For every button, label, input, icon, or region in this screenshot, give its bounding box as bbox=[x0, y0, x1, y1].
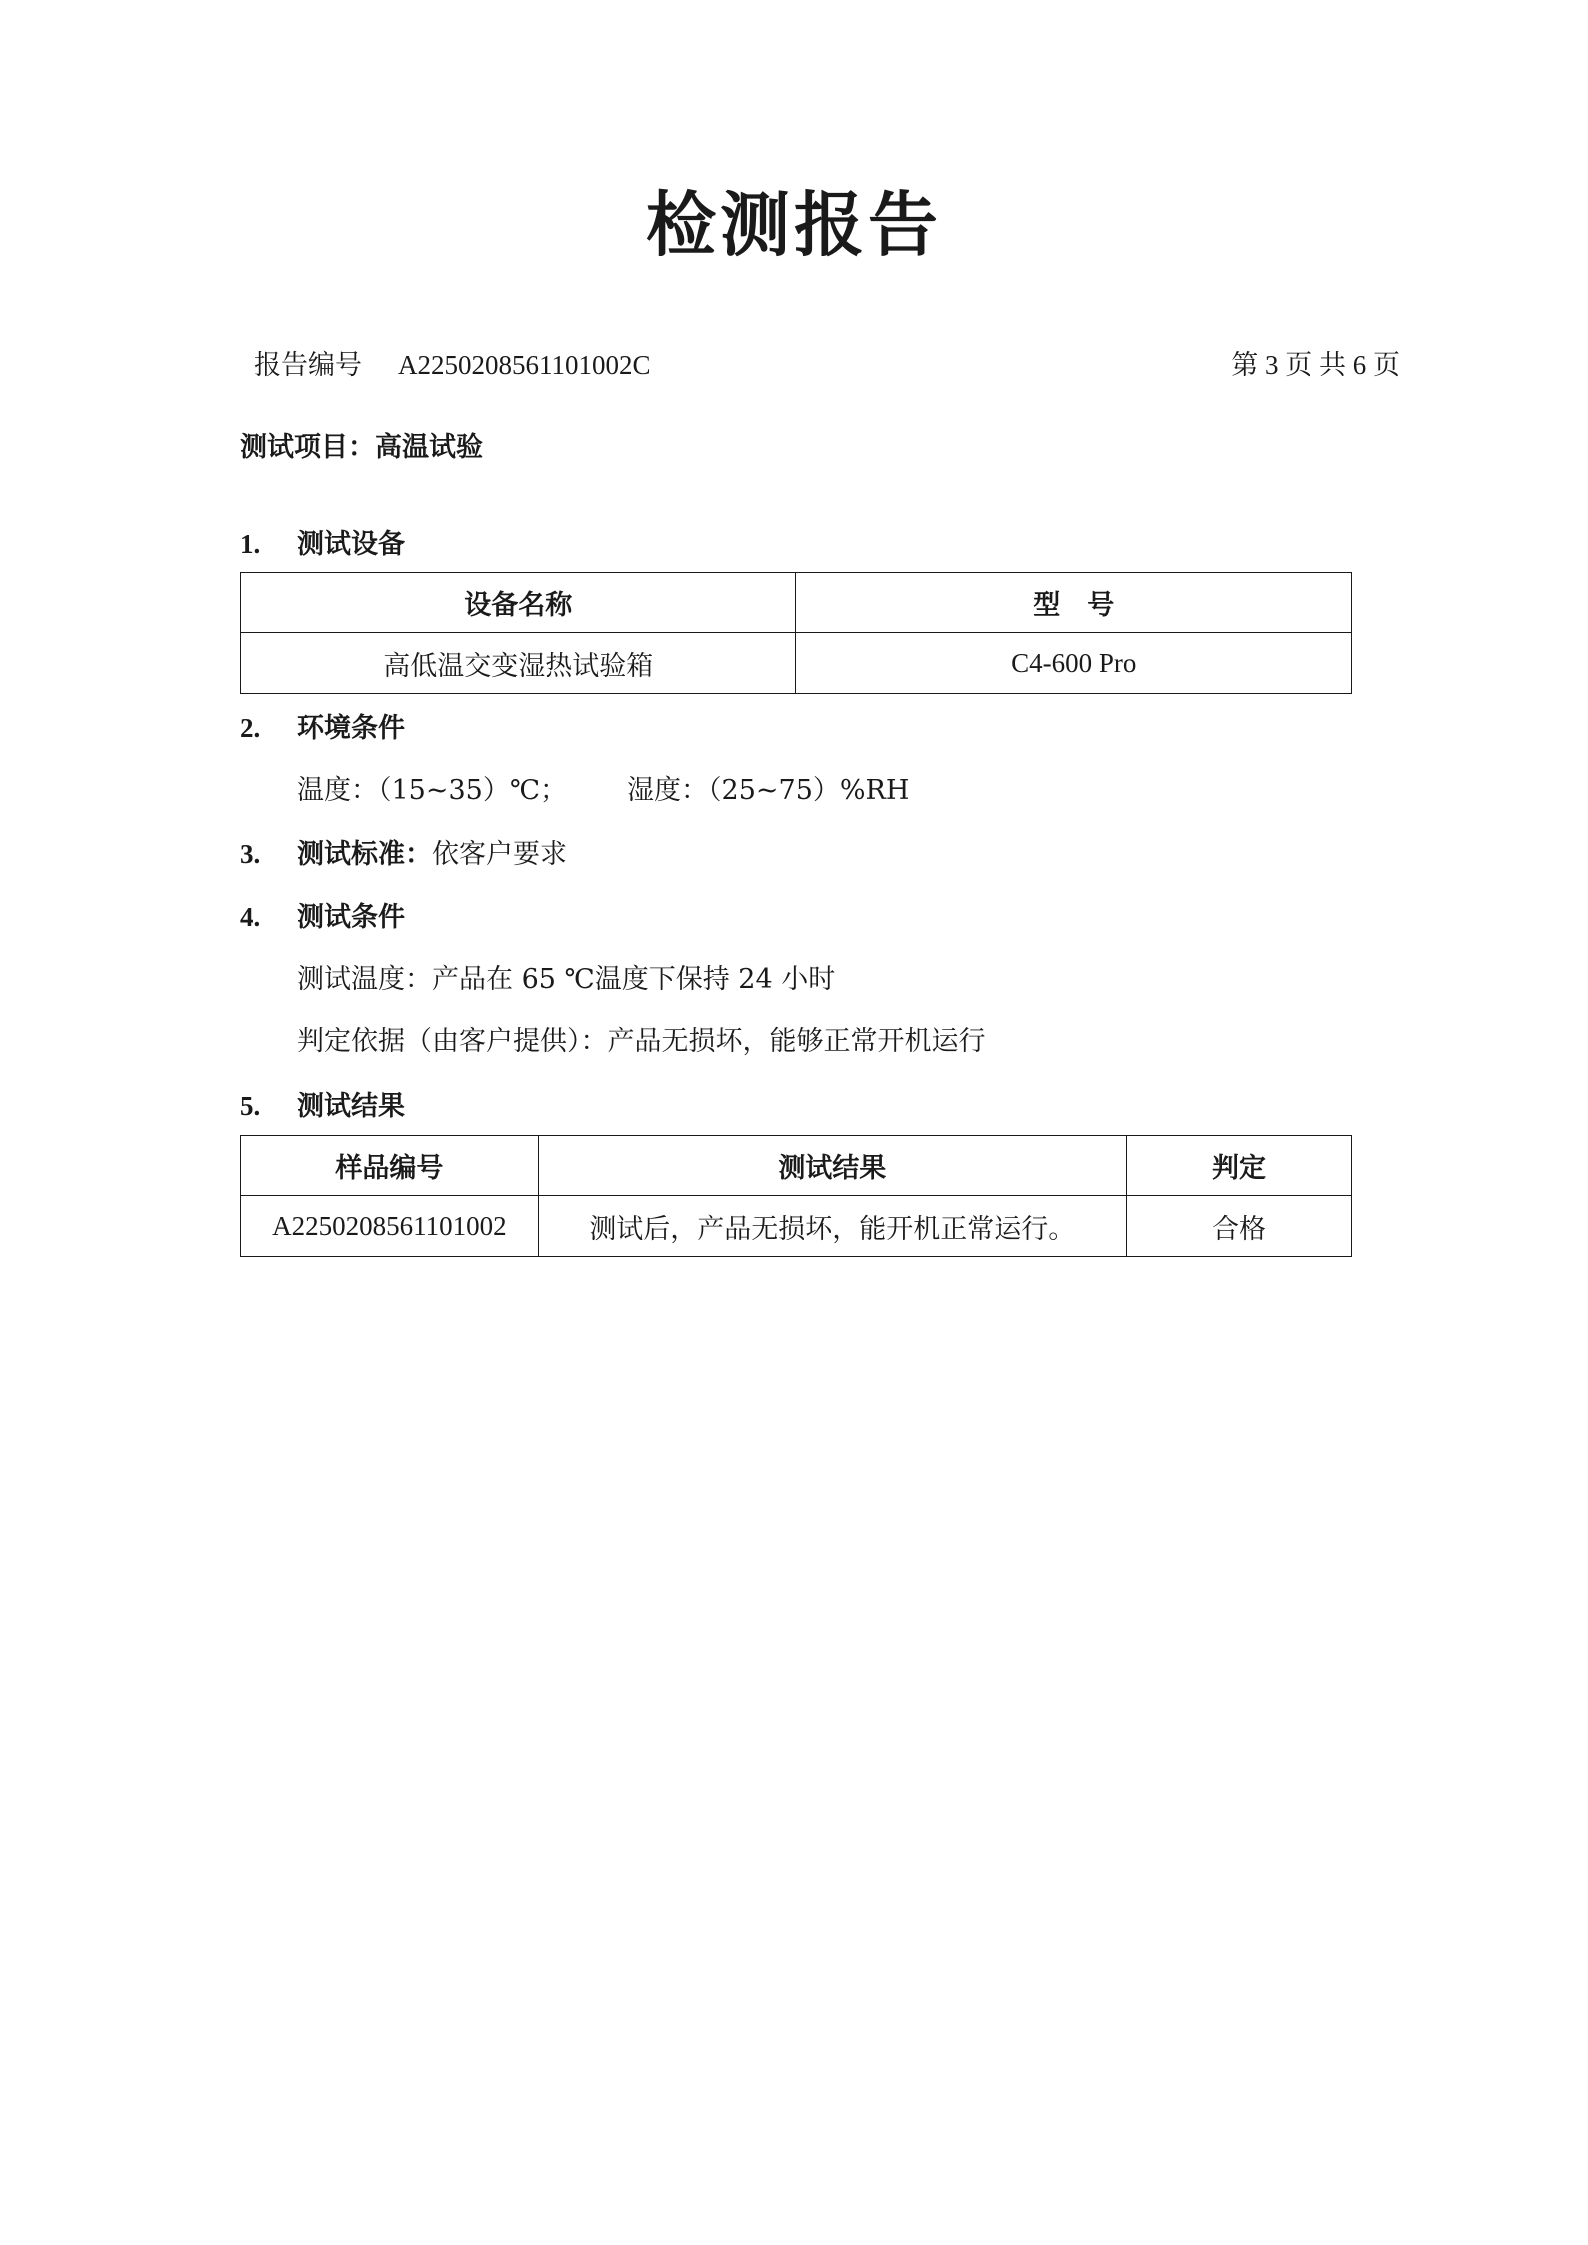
sample-number-cell: A2250208561101002 bbox=[241, 1196, 539, 1257]
section-2-number: 2. bbox=[240, 713, 261, 743]
test-result-cell: 测试后，产品无损坏，能开机正常运行。 bbox=[538, 1196, 1126, 1257]
section-4-title: 测试条件 bbox=[297, 902, 405, 933]
result-table-header bbox=[241, 1136, 1352, 1196]
section-3-title: 测试标准： bbox=[297, 839, 432, 870]
equipment-table-header bbox=[241, 573, 1352, 633]
section-2-title: 环境条件 bbox=[297, 713, 405, 744]
section-1-number: 1. bbox=[240, 529, 261, 559]
section-1-title: 测试设备 bbox=[297, 529, 405, 560]
equipment-model-header: 型 号 bbox=[796, 573, 1352, 633]
test-result-header: 测试结果 bbox=[538, 1136, 1126, 1196]
sample-number-header: 样品编号 bbox=[241, 1136, 539, 1196]
section-4-number: 4. bbox=[240, 902, 261, 932]
equipment-model-cell: C4-600 Pro bbox=[796, 633, 1352, 694]
section-4-heading bbox=[240, 897, 405, 938]
page-info-text: 第 3 页 共 6 页 bbox=[1231, 350, 1400, 380]
section-2-heading bbox=[240, 708, 405, 749]
environment-humidity: 湿度：（25~75）%RH bbox=[627, 775, 910, 806]
section-5-heading bbox=[240, 1086, 405, 1127]
result-table bbox=[240, 1135, 1352, 1257]
page-info bbox=[1231, 345, 1400, 386]
section-3-heading bbox=[240, 834, 567, 875]
judgment-cell: 合格 bbox=[1126, 1196, 1351, 1257]
report-number-value: A2250208561101002C bbox=[398, 350, 651, 380]
section-3-number: 3. bbox=[240, 839, 261, 869]
equipment-table bbox=[240, 572, 1352, 694]
report-number bbox=[254, 345, 651, 386]
test-project bbox=[240, 428, 483, 468]
judgment-header: 判定 bbox=[1126, 1136, 1351, 1196]
section-5-number: 5. bbox=[240, 1091, 261, 1121]
equipment-name-cell: 高低温交变湿热试验箱 bbox=[241, 633, 796, 694]
judgment-basis-line: 判定依据（由客户提供）：产品无损坏，能够正常开机运行 bbox=[297, 1026, 986, 1057]
table-row bbox=[241, 1196, 1352, 1257]
table-row bbox=[241, 633, 1352, 694]
section-1-heading bbox=[240, 524, 405, 565]
test-project-value: 高温试验 bbox=[375, 432, 483, 463]
environment-conditions bbox=[297, 771, 909, 811]
test-temperature-line: 测试温度：产品在 65 ℃温度下保持 24 小时 bbox=[297, 964, 836, 995]
equipment-name-header: 设备名称 bbox=[241, 573, 796, 633]
section-5-title: 测试结果 bbox=[297, 1091, 405, 1122]
report-number-label: 报告编号 bbox=[254, 350, 362, 381]
environment-temperature: 温度：（15~35）℃； bbox=[297, 775, 568, 806]
report-meta-row bbox=[254, 345, 1400, 385]
test-project-label: 测试项目： bbox=[240, 432, 375, 463]
test-standard-value: 依客户要求 bbox=[432, 839, 567, 870]
report-title: 检测报告 bbox=[646, 183, 942, 266]
